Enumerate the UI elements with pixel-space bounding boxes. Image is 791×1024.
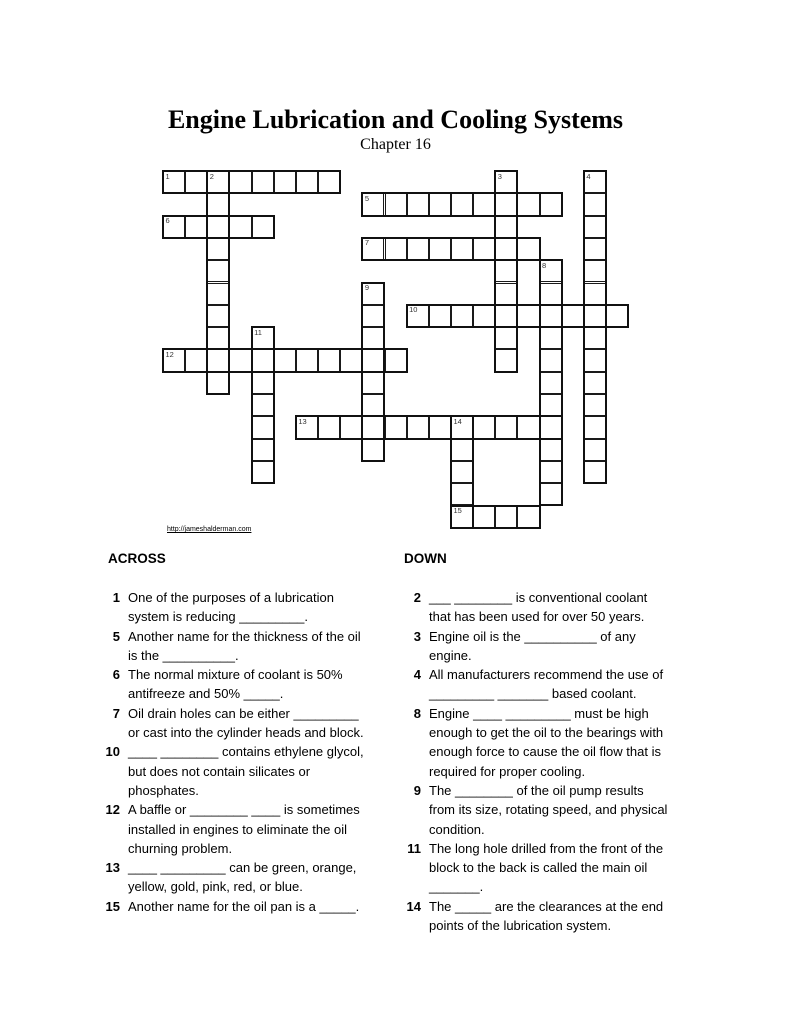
word-13-across — [295, 415, 563, 439]
grid-number-label: 3 — [497, 171, 502, 181]
grid-number-label: 11 — [254, 327, 262, 337]
word-6-across — [162, 215, 275, 239]
grid-number-label: 2 — [209, 171, 214, 181]
clue-number: 14 — [406, 898, 421, 914]
clue-number: 7 — [112, 705, 120, 721]
clue-item — [404, 627, 684, 666]
down-clues-section — [404, 551, 684, 935]
clue-item — [103, 627, 383, 666]
word-5-across — [361, 192, 562, 216]
clue-text: A baffle or ________ ____ is sometimes installed in engines to eliminate the oil churning problem. — [128, 802, 360, 856]
clue-item — [404, 704, 684, 781]
clue-text: ____ ________ contains ethylene glycol, but does not contain silicates or phosphates. — [128, 744, 364, 798]
clue-text: Oil drain holes can be either _________ or cast into the cylinder heads and block. — [128, 705, 364, 741]
grid-number-label: 6 — [165, 216, 170, 226]
grid-number-label: 15 — [453, 506, 462, 515]
clue-text: ____ _________ can be green, orange, yellow, gold, pink, red, or blue. — [128, 860, 357, 895]
clue-item — [103, 742, 383, 800]
clue-number: 10 — [105, 744, 120, 760]
clue-item — [103, 665, 383, 704]
grid-number-label: 8 — [542, 260, 547, 270]
clue-text: ___ ________ is conventional coolant that has been used for over 50 years. — [429, 590, 648, 625]
grid-number-label: 12 — [165, 349, 174, 359]
down-clue-list — [404, 588, 684, 935]
clue-number: 13 — [105, 860, 120, 876]
clue-item — [103, 800, 383, 858]
word-12-across — [162, 348, 408, 372]
clue-number: 4 — [413, 667, 421, 683]
grid-number-label: 14 — [453, 416, 462, 426]
word-1-across — [162, 170, 341, 194]
clue-number: 11 — [407, 840, 421, 856]
word-7-across — [361, 237, 540, 261]
clue-text: The normal mixture of coolant is 50% antifreeze and 50% _____. — [128, 667, 343, 702]
clue-text: Engine ____ _________ must be high enough to get the oil to the bearings with enough force to cause the oil flow that is required for proper cooling. — [429, 705, 664, 779]
grid-number-label: 5 — [364, 193, 370, 203]
page-subtitle: Chapter 16 — [360, 136, 431, 153]
clue-number: 6 — [112, 667, 120, 683]
clue-item — [404, 897, 684, 936]
clue-text: Another name for the oil pan is a _____. — [128, 898, 360, 914]
clue-item — [103, 897, 383, 916]
clue-item — [103, 588, 383, 627]
across-header: ACROSS — [108, 551, 166, 566]
clue-number: 1 — [112, 590, 120, 605]
page-title: Engine Lubrication and Cooling Systems — [167, 105, 624, 134]
clue-item — [404, 839, 684, 897]
clue-number: 9 — [413, 782, 421, 798]
clue-item — [103, 858, 383, 897]
clue-text: The ________ of the oil pump results from its size, rotating speed, and physical condition. — [429, 782, 668, 837]
clue-number: 8 — [413, 705, 421, 721]
grid-number-label: 13 — [298, 416, 307, 426]
clue-text: One of the purposes of a lubrication system is reducing _________. — [128, 590, 334, 625]
grid-number-label: 1 — [165, 171, 170, 181]
word-15-across — [450, 505, 541, 529]
clue-number: 15 — [105, 898, 120, 914]
source-link[interactable]: http://jameshalderman.com — [167, 526, 252, 533]
crossword-grid — [163, 171, 630, 529]
clue-item — [404, 665, 684, 704]
clue-number: 12 — [105, 802, 120, 818]
grid-number-label: 4 — [586, 171, 591, 181]
clue-number: 2 — [413, 590, 421, 605]
grid-number-label: 10 — [409, 305, 418, 315]
word-8-down — [539, 259, 563, 506]
across-clues-section — [103, 551, 383, 916]
grid-number-label: 7 — [364, 238, 370, 248]
grid-number-label: 9 — [364, 283, 370, 292]
clue-text: The long hole drilled from the front of the block to the back is called the main oil _______. — [429, 840, 664, 895]
word-10-across — [406, 304, 630, 328]
across-clue-list — [103, 588, 383, 916]
clue-text: All manufacturers recommend the use of _________ _______ based coolant. — [429, 667, 664, 702]
clue-text: The _____ are the clearances at the end points of the lubrication system. — [429, 898, 664, 934]
clue-number: 5 — [112, 628, 120, 644]
clue-number: 3 — [413, 628, 421, 644]
clue-text: Another name for the thickness of the oil is the __________. — [128, 628, 361, 663]
clue-item — [103, 704, 383, 743]
clue-item — [404, 588, 684, 627]
down-header: DOWN — [404, 551, 447, 566]
clue-item — [404, 781, 684, 839]
clue-text: Engine oil is the __________ of any engine. — [429, 628, 636, 663]
